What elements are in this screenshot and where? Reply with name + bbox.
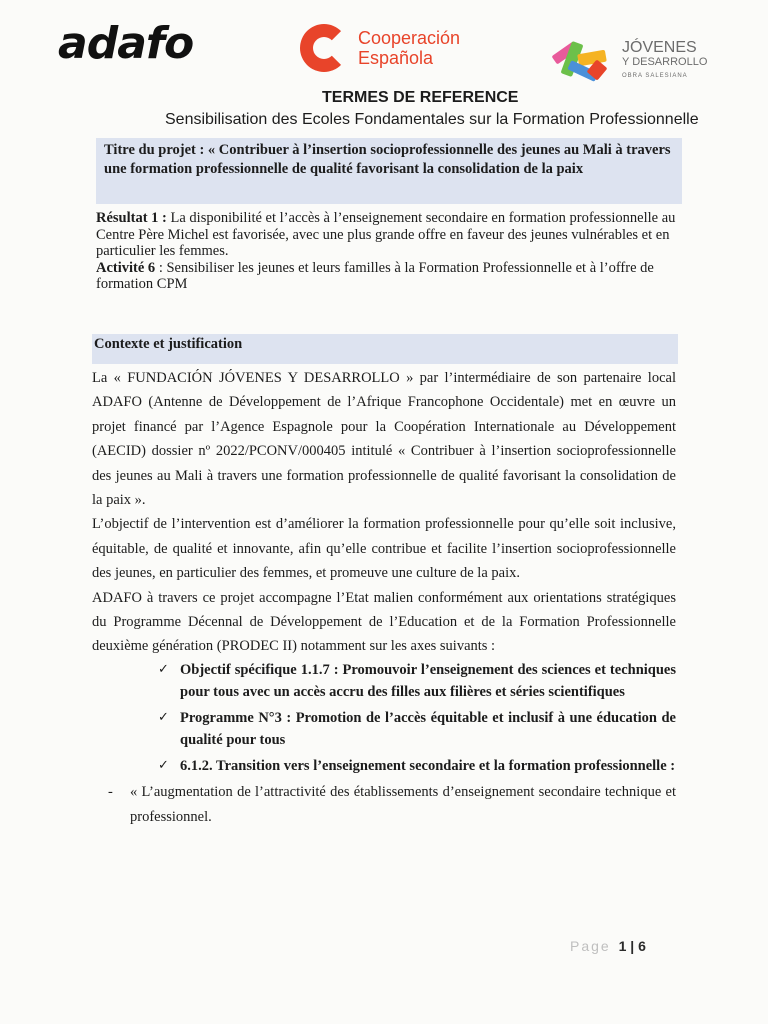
document-title: TERMES DE REFERENCE <box>322 89 519 106</box>
activity-label: Activité 6 <box>96 259 156 276</box>
document-subtitle: Sensibilisation des Ecoles Fondamentales sur la Formation Professionnelle <box>165 111 699 128</box>
dash-bullet-icon: - <box>108 784 113 801</box>
jovenes-line2: Y DESARROLLO <box>622 56 708 68</box>
section-heading-box <box>92 334 678 364</box>
project-label: Titre du projet : <box>104 142 205 158</box>
list-item: ✓ Objectif spécifique 1.1.7 : Promouvoir l’enseignement des sciences et techniques pour tous avec un accès accru des filles aux filières et séries scientifiques <box>92 659 676 704</box>
page-number-footer <box>570 938 646 954</box>
result-block <box>96 210 676 293</box>
paragraph-adafo: ADAFO à travers ce projet accompagne l’Etat malien conformément aux orientations stratégiques du Programme Décennal de Développement de l’Education et de la Formation Professionnelle deuxième génération (PRODEC II) notamment sur les axes suivants : <box>92 589 676 655</box>
dash-list-item: - « L’augmentation de l’attractivité des établissements d’enseignement secondaire technique et professionnel. <box>92 780 676 829</box>
paragraph-context: La « FUNDACIÓN JÓVENES Y DESARROLLO » par l’intermédiaire de son partenaire local ADAFO (Antenne de Développement de l’Afrique Francophone Occidentale) met en œuvre un projet financé par l’Agence Espagnole pour la Coopération Internationale au Développement (AECID) dossier nº 2022/PCONV/000405 intitulé « Contribuer à l’insertion socioprofessionnelle des jeunes au Mali à travers une formation professionnelle de qualité favorisant la consolidation de la paix ». <box>92 370 676 509</box>
jovenes-shapes-icon <box>548 38 616 86</box>
checkmark-icon: ✓ <box>158 661 169 677</box>
adafo-logo-text: adafo <box>58 18 194 69</box>
checkmark-icon: ✓ <box>158 709 169 725</box>
checkmark-icon: ✓ <box>158 757 169 773</box>
activity-text: : Sensibiliser les jeunes et leurs familles à la Formation Professionnelle et à l’offre de formation CPM <box>96 259 654 292</box>
project-text: « Contribuer à l’insertion socioprofessionnelle des jeunes au Mali à travers une formation professionnelle de qualité favorisant la consolidation de la paix <box>104 142 671 177</box>
page-word: Page <box>570 938 611 954</box>
jovenes-desarrollo-logo <box>548 38 707 86</box>
adafo-logo <box>58 18 193 69</box>
section-title: Contexte et justification <box>94 336 243 352</box>
result-text: La disponibilité et l’accès à l’enseignement secondaire en formation professionnelle au Centre Père Michel est favorisée, avec une plus grande offre en faveur des jeunes vulnérables et en particulier les femmes. <box>96 210 676 259</box>
list-item: ✓ Programme N°3 : Promotion de l’accès équitable et inclusif à une éducation de qualité pour tous <box>92 707 676 752</box>
project-title-box <box>96 138 682 204</box>
cooperacion-line2: Española <box>358 48 434 68</box>
result-label: Résultat 1 : <box>96 210 167 226</box>
axes-list <box>92 659 676 778</box>
cooperacion-espanola-logo <box>300 24 460 72</box>
cooperacion-line1: Cooperación <box>358 28 461 48</box>
list-item: ✓ 6.1.2. Transition vers l’enseignement secondaire et la formation professionnelle : <box>92 755 676 778</box>
jovenes-line1: JÓVENES <box>622 39 697 56</box>
cooperacion-c-icon <box>300 24 348 72</box>
jovenes-line3: OBRA SALESIANA <box>622 73 688 79</box>
page-number: 1 | 6 <box>618 938 646 954</box>
section-body <box>92 366 676 829</box>
paragraph-objective: L’objectif de l’intervention est d’améliorer la formation professionnelle pour qu’elle soit inclusive, équitable, de qualité et innovante, afin qu’elle contribue et facilite l’insertion socioprofessionnelle des jeunes, en particulier des femmes, et promeuve une culture de la paix. <box>92 516 676 582</box>
